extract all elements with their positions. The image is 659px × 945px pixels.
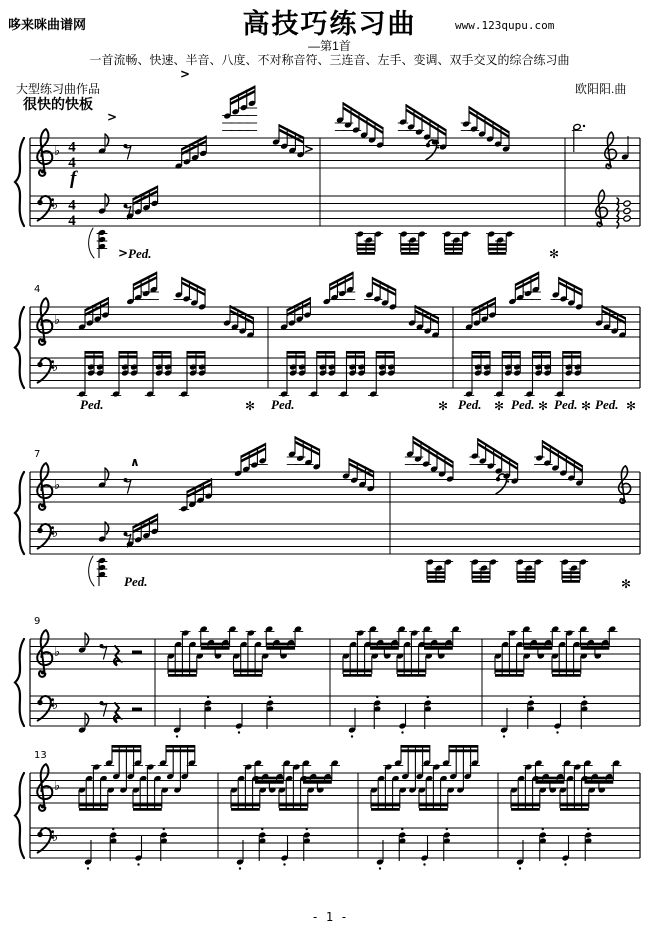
svg-text:13: 13 <box>34 750 47 761</box>
svg-text:✻: ✻ <box>581 399 592 413</box>
work-label: 大型练习曲作品 <box>16 82 101 96</box>
svg-text:♭: ♭ <box>54 313 61 328</box>
tempo-marking: 很快的快板 <box>23 96 93 112</box>
svg-text:Ped.: Ped. <box>124 574 148 589</box>
svg-text:Ped.: Ped. <box>128 246 152 261</box>
svg-text:>: > <box>107 110 118 124</box>
svg-text:>: > <box>304 142 315 156</box>
svg-text:Ped.: Ped. <box>271 397 295 412</box>
svg-text:4: 4 <box>68 197 76 214</box>
svg-text:♭: ♭ <box>54 144 61 159</box>
svg-text:✻: ✻ <box>494 399 505 413</box>
svg-text:>: > <box>118 246 129 260</box>
page-number: - 1 - <box>311 910 348 924</box>
svg-text:4: 4 <box>68 155 76 171</box>
composer-credit: 欧阳阳.曲 <box>575 82 627 96</box>
svg-text:✻: ✻ <box>626 399 637 413</box>
site-name: 哆来咪曲谱网 <box>8 17 87 32</box>
svg-text:✻: ✻ <box>438 399 449 413</box>
svg-text:✻: ✻ <box>621 577 632 591</box>
description-line: 一首流畅、快速、半音、八度、不对称音符、三连音、左手、变调、双手交叉的综合练习曲 <box>89 53 570 67</box>
svg-text:4: 4 <box>68 213 76 229</box>
svg-text:9: 9 <box>34 616 41 627</box>
svg-text:Ped.: Ped. <box>80 397 104 412</box>
svg-text:Ped.: Ped. <box>554 397 578 412</box>
svg-text:♭: ♭ <box>54 645 61 660</box>
svg-text:♭: ♭ <box>52 360 59 375</box>
page-title: 高技巧练习曲 <box>242 9 417 39</box>
svg-text:4: 4 <box>68 139 76 156</box>
svg-text:∧: ∧ <box>130 455 140 469</box>
svg-text:7: 7 <box>34 449 41 460</box>
subtitle: —第1首 <box>308 39 351 53</box>
svg-text:♭: ♭ <box>52 526 59 541</box>
svg-text:Ped.: Ped. <box>458 397 482 412</box>
svg-text:♭: ♭ <box>52 698 59 713</box>
svg-text:>: > <box>180 67 191 81</box>
svg-text:♭: ♭ <box>52 830 59 845</box>
svg-text:♭: ♭ <box>52 198 59 213</box>
svg-text:Ped.: Ped. <box>595 397 619 412</box>
svg-text:✻: ✻ <box>549 247 560 261</box>
svg-text:Ped.: Ped. <box>511 397 535 412</box>
svg-text:♭: ♭ <box>54 779 61 794</box>
svg-text:f: f <box>70 168 77 189</box>
svg-text:✻: ✻ <box>245 399 256 413</box>
svg-text:♭: ♭ <box>54 478 61 493</box>
website-url: www.123qupu.com <box>455 19 555 32</box>
svg-text:4: 4 <box>34 284 41 295</box>
svg-text:✻: ✻ <box>538 399 549 413</box>
